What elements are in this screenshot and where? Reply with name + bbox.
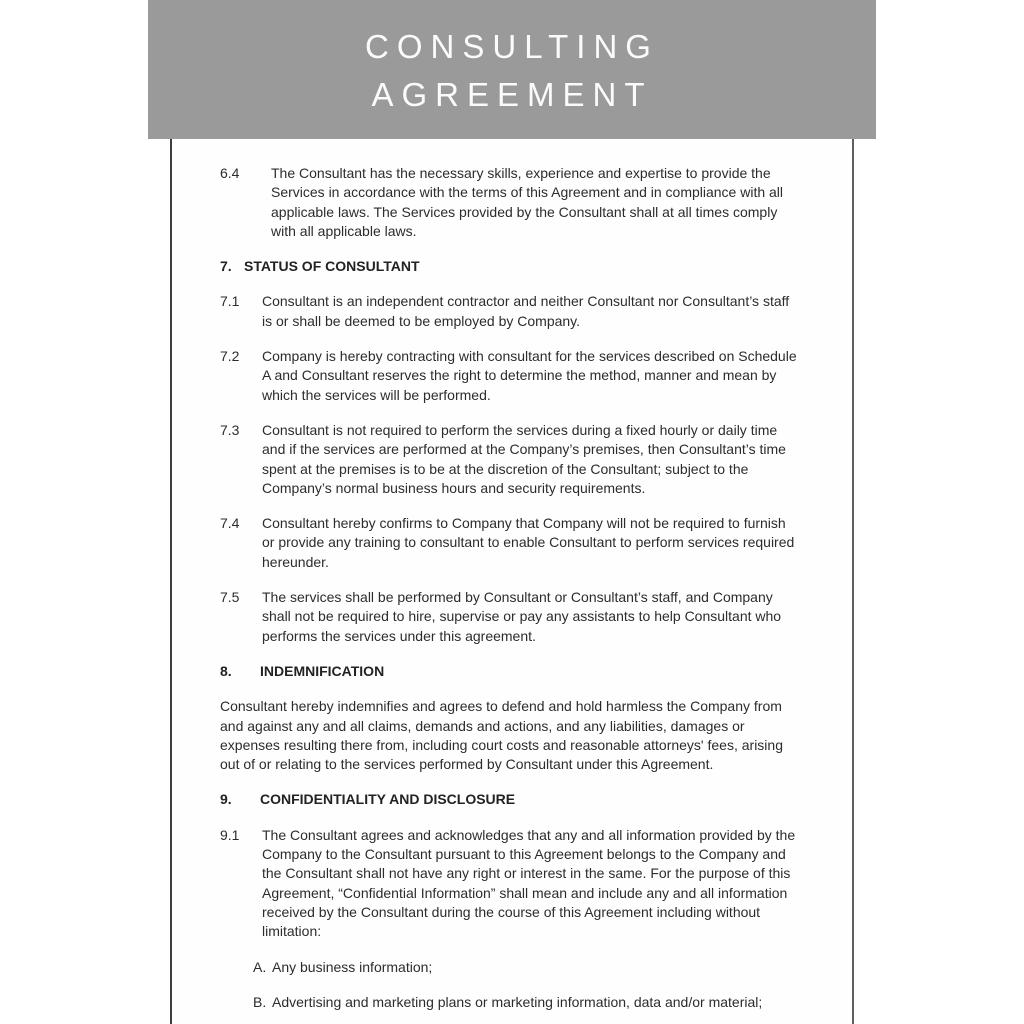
- section-heading-7: [220, 257, 798, 276]
- list-item-b: [253, 993, 798, 1012]
- clause-text: Consultant hereby confirms to Company that Company will not be required to furnish or provide any training to consultant to enable Consultant to perform services required hereunder.: [262, 515, 795, 570]
- clause-7-1: [220, 292, 798, 331]
- section-number: 7.: [220, 258, 232, 275]
- banner-title-line1: CONSULTING: [365, 28, 659, 65]
- clause-number: 9.1: [220, 826, 240, 843]
- clause-7-2: [220, 347, 798, 405]
- clause-text: Company is hereby contracting with consultant for the services described on Schedule A and Consultant reserves the right to determine the method, manner and mean by which the services will be performed.: [262, 348, 797, 403]
- clause-number: 7.1: [220, 293, 240, 310]
- clause-7-5: [220, 588, 798, 646]
- list-item-a: [253, 958, 798, 977]
- clause-text: The Consultant agrees and acknowledges that any and all information provided by the Company to the Consultant pursuant to this Agreement belongs to the Company and the Consultant shall not have any right or interest in the same. For the purpose of this Agreement, “Confidential Information” shall mean and include any and all information received by the Consultant during the course of this Agreement including without limitation:: [262, 826, 796, 940]
- clause-text: Consultant is an independent contractor and neither Consultant nor Consultant’s staff is or shall be deemed to be employed by Company.: [262, 293, 790, 329]
- list-letter: A.: [253, 958, 267, 975]
- clause-number: 7.5: [220, 589, 240, 606]
- clause-number: 7.2: [220, 348, 240, 365]
- clause-9-1: [220, 826, 798, 942]
- section-number: 8.: [220, 662, 232, 679]
- section-heading-9: [220, 790, 798, 809]
- indemnification-paragraph: Consultant hereby indemnifies and agrees to defend and hold harmless the Company from and against any and all claims, demands and actions, and any liabilities, damages or expenses resulting there from, including court costs and reasonable attorneys' fees, arising out of or relating to the services performed by Consultant under this Agreement.: [220, 698, 783, 773]
- clause-6-4: [220, 164, 798, 241]
- clause-text: The services shall be performed by Consultant or Consultant’s staff, and Company shall not be required to hire, supervise or pay any assistants to help Consultant who performs the services under this agreement.: [262, 589, 782, 644]
- clause-text: The Consultant has the necessary skills, experience and expertise to provide the Services in accordance with the terms of this Agreement and in compliance with all applicable laws. The Services provided by the Consultant shall at all times comply with all applicable laws.: [271, 165, 784, 239]
- section-heading-8: [220, 662, 798, 681]
- list-text: Any business information;: [272, 958, 433, 975]
- section-title: STATUS OF CONSULTANT: [244, 258, 420, 275]
- document-page: [170, 139, 854, 1024]
- clause-7-4: [220, 514, 798, 572]
- section-number: 9.: [220, 791, 232, 808]
- clause-text: Consultant is not required to perform the services during a fixed hourly or daily time and if the services are performed at the Company’s premises, then Consultant’s time spent at the premises is to be at the discretion of the Consultant; subject to the Company’s normal business hours and security requirements.: [262, 421, 786, 496]
- list-text: Advertising and marketing plans or marketing information, data and/or material;: [272, 993, 763, 1010]
- section-title: INDEMNIFICATION: [260, 662, 385, 679]
- clause-number: 7.4: [220, 515, 240, 532]
- clause-number: 7.3: [220, 421, 240, 438]
- document-title-banner: [148, 0, 876, 139]
- clause-7-3: [220, 421, 798, 498]
- list-letter: B.: [253, 993, 267, 1010]
- section-title: CONFIDENTIALITY AND DISCLOSURE: [260, 791, 516, 808]
- clause-number: 6.4: [220, 165, 240, 181]
- banner-title-line2: AGREEMENT: [371, 76, 653, 113]
